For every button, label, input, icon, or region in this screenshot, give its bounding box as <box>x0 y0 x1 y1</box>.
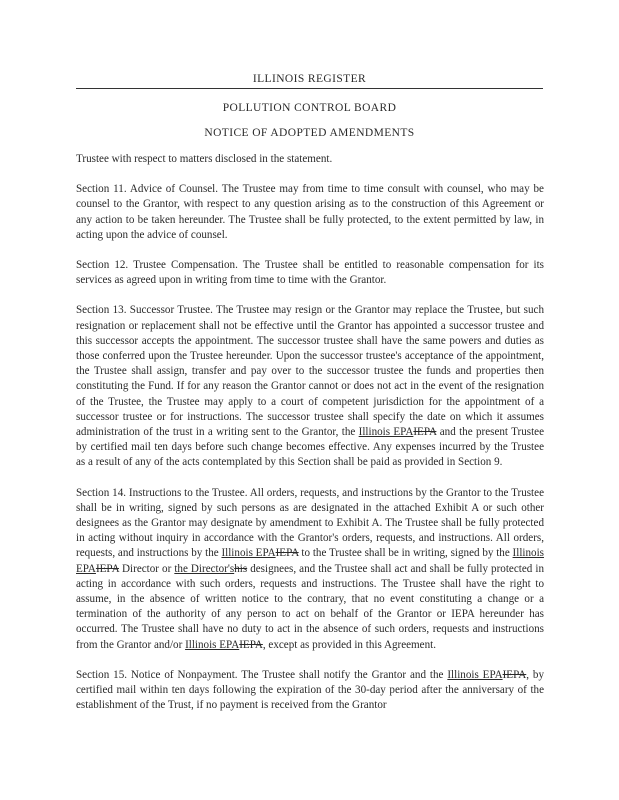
section-14-paragraph <box>76 486 544 653</box>
inserted-text: the Director's <box>174 562 235 575</box>
section-13-paragraph <box>76 303 544 470</box>
document-body <box>76 152 544 729</box>
board-title: POLLUTION CONTROL BOARD <box>222 102 397 114</box>
section-15-paragraph <box>76 668 544 714</box>
deleted-text: IEPA <box>502 668 527 681</box>
deleted-text: IEPA <box>239 638 263 651</box>
text-run: to the Trustee shall be in writing, signed by the <box>298 547 513 560</box>
header-rule <box>76 88 543 89</box>
paragraph-continuation: Trustee with respect to matters disclosed in the statement. <box>76 153 333 165</box>
text-run: designees, and the Trustee shall act and shall be fully protected in acting in accordance with such orders, requests and instructions. The Trustee shall have the right to assume, in the absence of written notice to the contrary, that no event constituting a change or a termination of the authority of any person to act on behalf of the Grantor or IEPA hereunder has occurred. The Trustee shall have no duty to act in the absence of such orders, requests and instructions from the Grantor and/or <box>76 562 544 651</box>
register-title: ILLINOIS REGISTER <box>252 73 367 85</box>
deleted-text: IEPA <box>413 426 437 439</box>
inserted-text: Illinois EPA <box>185 638 240 651</box>
inserted-text: Illinois EPA <box>358 426 414 439</box>
text-run: Section 15. Notice of Nonpayment. The Trustee shall notify the Grantor and the <box>76 668 448 681</box>
deleted-text: IEPA <box>95 562 119 575</box>
section-11-paragraph: Section 11. Advice of Counsel. The Trustee may from time to time consult with counsel, who may be counsel to the Grantor, with respect to any question arising as to the construction of this Agreement or any action to be taken hereunder. The Trustee shall be fully protected, to the extent permitted by law, in acting upon the advice of counsel. <box>76 183 544 241</box>
inserted-text: Illinois EPA <box>447 668 503 681</box>
text-run: , except as provided in this Agreement. <box>262 638 436 651</box>
section-12-paragraph: Section 12. Trustee Compensation. The Trustee shall be entitled to reasonable compensation for its services as agreed upon in writing from time to time with the Grantor. <box>76 259 544 287</box>
text-run: Section 13. Successor Trustee. The Trustee may resign or the Grantor may replace the Trustee, but such resignation or replacement shall not be effective until the Grantor has appointed a successor trustee and this successor accepts the appointment. The successor trustee shall have the same powers and duties as those conferred upon the Trustee hereunder. Upon the successor trustee's acceptance of the appointment, the Trustee shall assign, transfer and pay over to the successor trustee the funds and properties then constituting the Fund. If for any reason the Grantor cannot or does not act in the event of the resignation of the Trustee, the Trustee may apply to a court of competent jurisdiction for the appointment of a successor trustee or for instructions. The successor trustee shall specify the date on which it assumes administration of the trust in a writing sent to the Grantor, the <box>76 304 544 439</box>
text-run: and the present Trustee by certified mail ten days before such change becomes effective. Any expenses incurred by the Trustee as a result of any of the acts contemplated by this Section shall be paid as provided in Section 9. <box>76 426 545 469</box>
notice-title: NOTICE OF ADOPTED AMENDMENTS <box>204 127 415 139</box>
text-run: , by certified mail within ten days following the expiration of the 30-day period after the anniversary of the establishment of the Trust, if no payment is received from the Grantor <box>76 668 545 712</box>
text-run: Section 14. Instructions to the Trustee. All orders, requests, and instructions by the Grantor to the Trustee shall be in writing, signed by such persons as are designated in the attached Exhibit A or such other designees as the Grantor may designate by amendment to Exhibit A. The Trustee shall be fully protected in acting without inquiry in accordance with the Grantor's orders, requests, and instructions. All orders, requests, and instructions by the <box>76 486 544 560</box>
inserted-text: Illinois EPA <box>76 547 544 575</box>
text-run: Director or <box>118 562 175 575</box>
deleted-text: IEPA <box>275 547 299 560</box>
deleted-text: his <box>234 562 248 575</box>
inserted-text: Illinois EPA <box>221 547 276 560</box>
